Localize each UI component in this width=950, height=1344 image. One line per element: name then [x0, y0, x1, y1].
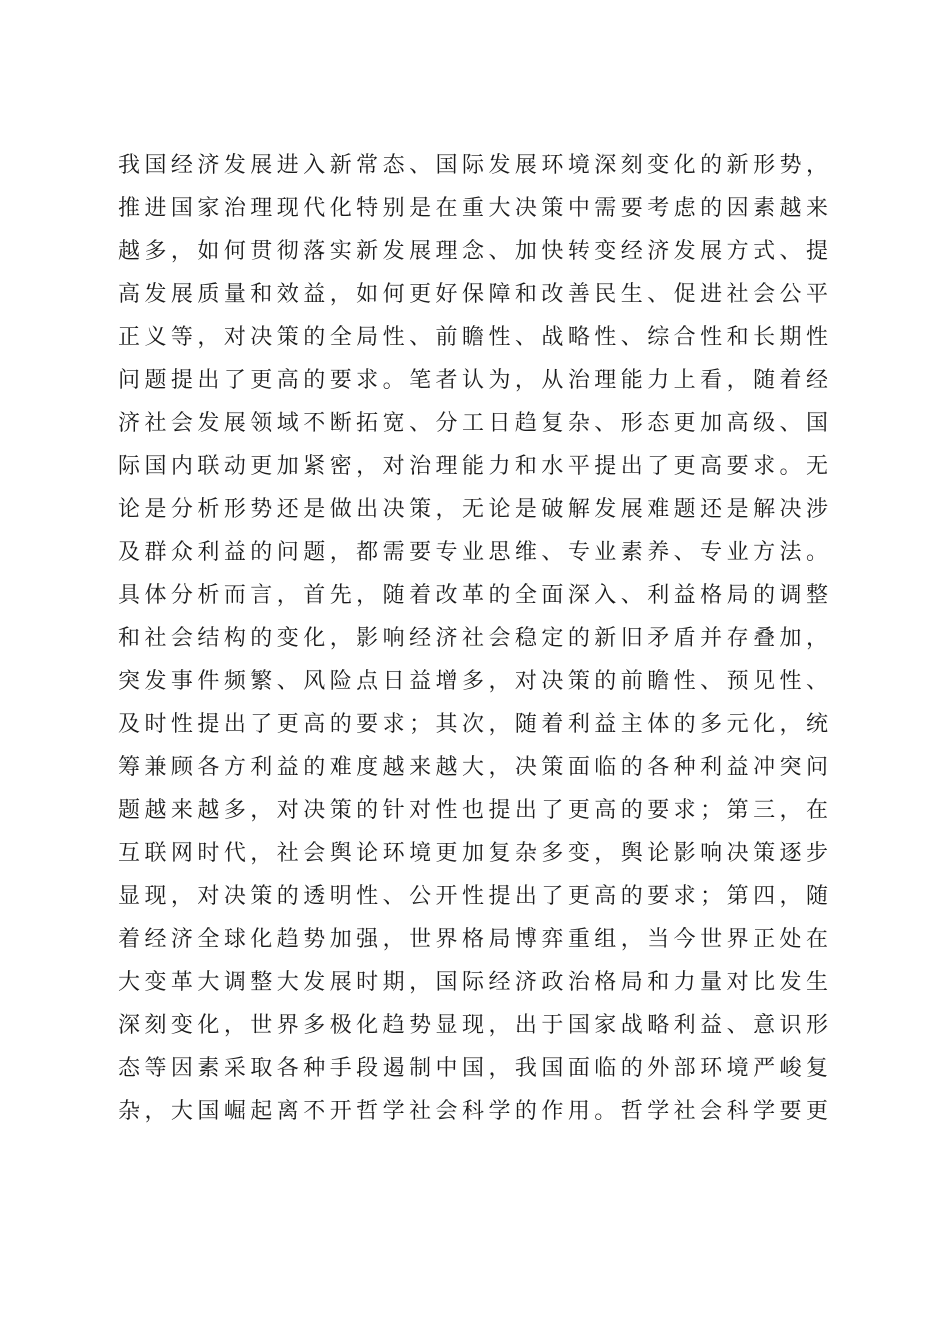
text-line: 显现，对决策的透明性、公开性提出了更高的要求；第四，随: [118, 884, 828, 909]
text-line: 问题提出了更高的要求。笔者认为，从治理能力上看，随着经: [118, 368, 828, 393]
text-line: 正义等，对决策的全局性、前瞻性、战略性、综合性和长期性: [118, 325, 828, 350]
text-line: 论是分析形势还是做出决策，无论是破解发展难题还是解决涉: [118, 497, 828, 522]
text-line: 高发展质量和效益，如何更好保障和改善民生、促进社会公平: [118, 282, 828, 307]
text-line: 着经济全球化趋势加强，世界格局博弈重组，当今世界正处在: [118, 927, 828, 952]
text-line: 互联网时代，社会舆论环境更加复杂多变，舆论影响决策逐步: [118, 841, 828, 866]
text-line: 态等因素采取各种手段遏制中国，我国面临的外部环境严峻复: [118, 1056, 828, 1081]
text-line: 具体分析而言，首先，随着改革的全面深入、利益格局的调整: [118, 583, 828, 608]
text-line: 筹兼顾各方利益的难度越来越大，决策面临的各种利益冲突问: [118, 755, 828, 780]
text-line: 推进国家治理现代化特别是在重大决策中需要考虑的因素越来: [118, 196, 828, 221]
text-line: 及时性提出了更高的要求；其次，随着利益主体的多元化，统: [118, 712, 828, 737]
text-line: 深刻变化，世界多极化趋势显现，出于国家战略利益、意识形: [118, 1013, 828, 1038]
text-line: 济社会发展领域不断拓宽、分工日趋复杂、形态更加高级、国: [118, 411, 828, 436]
text-line: 际国内联动更加紧密，对治理能力和水平提出了更高要求。无: [118, 454, 828, 479]
text-line: 大变革大调整大发展时期，国际经济政治格局和力量对比发生: [118, 970, 828, 995]
body-paragraph: [118, 144, 828, 1133]
text-line: 我国经济发展进入新常态、国际发展环境深刻变化的新形势，: [118, 153, 828, 178]
text-line: 和社会结构的变化，影响经济社会稳定的新旧矛盾并存叠加，: [118, 626, 828, 651]
text-line: 及群众利益的问题，都需要专业思维、专业素养、专业方法。: [118, 540, 828, 565]
text-line: 越多，如何贯彻落实新发展理念、加快转变经济发展方式、提: [118, 239, 828, 264]
text-line: 突发事件频繁、风险点日益增多，对决策的前瞻性、预见性、: [118, 669, 828, 694]
text-line: 杂，大国崛起离不开哲学社会科学的作用。哲学社会科学要更: [118, 1099, 828, 1124]
text-line: 题越来越多，对决策的针对性也提出了更高的要求；第三，在: [118, 798, 828, 823]
